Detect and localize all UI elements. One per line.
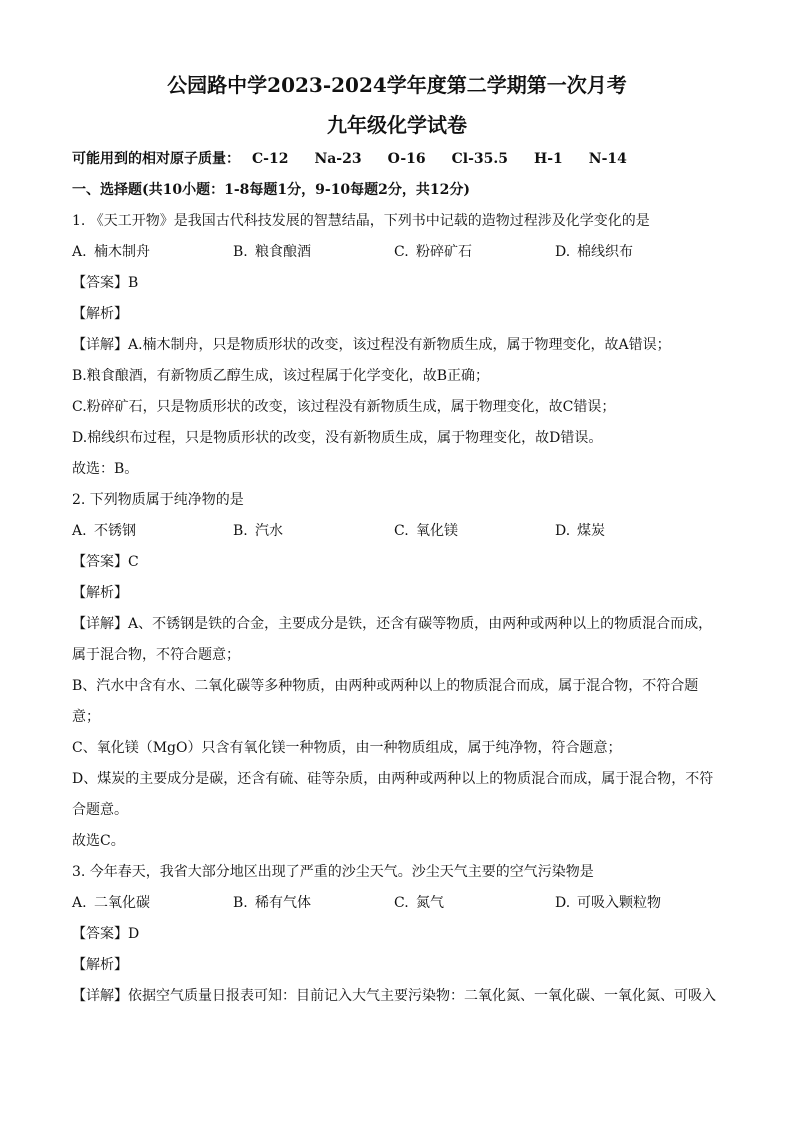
detail-line: 【详解】A.楠木制舟，只是物质形状的改变，该过程没有新物质生成，属于物理变化，故A错误；: [72, 337, 671, 353]
analysis-label: 【解析】: [72, 957, 128, 973]
atomic-mass-item: N-14: [588, 151, 627, 167]
atomic-mass-item: Cl-35.5: [451, 151, 508, 167]
analysis-label: 【解析】: [72, 306, 128, 322]
detail-line: D.棉线织布过程，只是物质形状的改变，没有新物质生成，属于物理变化，故D错误。: [72, 430, 603, 446]
detail-line: C.粉碎矿石，只是物质形状的改变，该过程没有新物质生成，属于物理变化，故C错误；: [72, 399, 616, 415]
section-heading: 一、选择题(共10小题：1-8每题1分，9-10每题2分，共12分): [72, 182, 471, 198]
option-d: D. 煤炭: [555, 523, 605, 539]
question-stem: 2. 下列物质属于纯净物的是: [72, 492, 244, 508]
question-3: [72, 857, 722, 1012]
option-a: A. 不锈钢: [72, 523, 136, 539]
atomic-mass-item: C-12: [252, 151, 289, 167]
question-stem: 3. 今年春天，我省大部分地区出现了严重的沙尘天气。沙尘天气主要的空气污染物是: [72, 864, 594, 880]
detail-line: 故选C。: [72, 833, 125, 849]
analysis-label: 【解析】: [72, 585, 128, 601]
exam-subtitle: 九年级化学试卷: [327, 113, 467, 137]
option-c: C. 氮气: [394, 895, 444, 911]
detail-line: 意；: [72, 709, 100, 725]
option-row: [72, 237, 722, 268]
atomic-mass-item: H-1: [534, 151, 563, 167]
question-2: [72, 485, 722, 857]
option-b: B. 稀有气体: [233, 895, 311, 911]
detail-line: 合题意。: [72, 802, 128, 818]
question-1: [72, 206, 722, 485]
answer-line: 【答案】C: [72, 554, 139, 570]
detail-line: B、汽水中含有水、二氧化碳等多种物质，由两种或两种以上的物质混合而成，属于混合物，不符合题: [72, 678, 699, 694]
detail-line: 属于混合物，不符合题意；: [72, 647, 240, 663]
answer-line: 【答案】D: [72, 926, 140, 942]
option-a: A. 楠木制舟: [72, 244, 150, 260]
option-row: [72, 516, 722, 547]
atomic-mass-label: 可能用到的相对原子质量：: [72, 151, 240, 167]
exam-title: 公园路中学2023-2024学年度第二学期第一次月考: [167, 73, 627, 97]
option-b: B. 粮食酿酒: [233, 244, 311, 260]
option-b: B. 汽水: [233, 523, 283, 539]
detail-line: 故选：B。: [72, 461, 139, 477]
atomic-mass-item: O-16: [387, 151, 426, 167]
option-row: [72, 888, 722, 919]
detail-line: 【详解】A、不锈钢是铁的合金，主要成分是铁，还含有碳等物质，由两种或两种以上的物质混合而成，: [72, 616, 713, 632]
option-d: D. 可吸入颗粒物: [555, 895, 661, 911]
detail-line: C、氧化镁（MgO）只含有氧化镁一种物质，由一种物质组成，属于纯净物，符合题意；: [72, 740, 622, 756]
detail-line: D、煤炭的主要成分是碳，还含有硫、硅等杂质，由两种或两种以上的物质混合而成，属于混合物，不符: [72, 771, 714, 787]
atomic-mass-row: [72, 144, 722, 175]
answer-line: 【答案】B: [72, 275, 139, 291]
detail-line: 【详解】依据空气质量日报表可知：目前记入大气主要污染物：二氧化氮、一氧化碳、一氧化氮、可吸入: [72, 988, 716, 1004]
atomic-mass-item: Na-23: [314, 151, 362, 167]
question-stem: 1. 《天工开物》是我国古代科技发展的智慧结晶，下列书中记载的造物过程涉及化学变化的是: [72, 213, 650, 229]
option-c: C. 粉碎矿石: [394, 244, 472, 260]
option-d: D. 棉线织布: [555, 244, 633, 260]
option-c: C. 氧化镁: [394, 523, 458, 539]
detail-line: B.粮食酿酒，有新物质乙醇生成，该过程属于化学变化，故B正确；: [72, 368, 490, 384]
option-a: A. 二氧化碳: [72, 895, 150, 911]
